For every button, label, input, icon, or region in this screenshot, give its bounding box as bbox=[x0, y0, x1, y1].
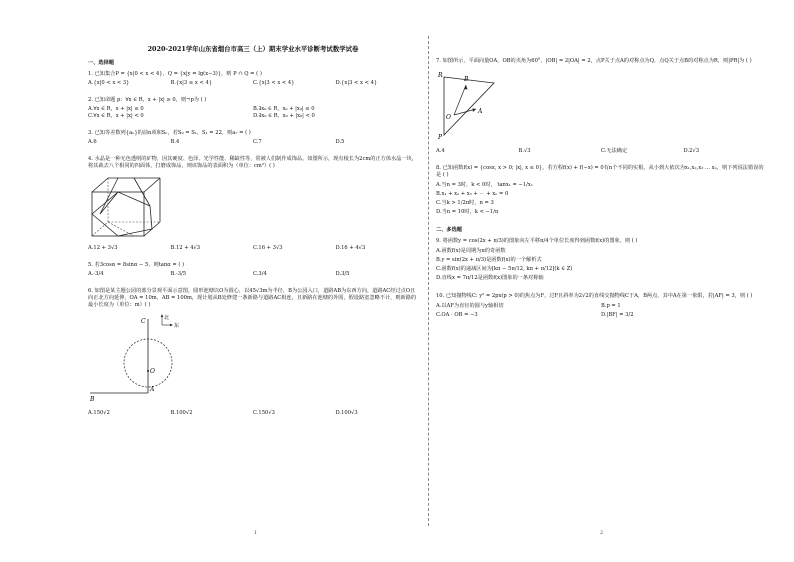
question-5-options bbox=[88, 271, 418, 278]
option: A.∀x ∈ R，x + |x| ≤ 0 bbox=[88, 106, 144, 112]
left-column bbox=[88, 58, 418, 427]
east-label: 东 bbox=[174, 323, 180, 329]
option: C.150√3 bbox=[253, 410, 275, 416]
option: B.100√2 bbox=[170, 410, 193, 416]
option: C.{x|3 < x < 4} bbox=[253, 80, 295, 86]
option: C.16 + 3√3 bbox=[253, 245, 283, 251]
column-divider bbox=[428, 36, 429, 526]
point-b-label: B bbox=[464, 76, 469, 83]
option: A.12 + 3√3 bbox=[88, 245, 118, 251]
option: A.150√2 bbox=[88, 410, 110, 416]
option: B.-3/5 bbox=[170, 271, 187, 277]
option: D.|BF| = 3/2 bbox=[601, 312, 634, 318]
option: A.6 bbox=[88, 139, 97, 145]
option: A.以AF为直径的圆与y轴相切 bbox=[436, 303, 504, 309]
park-figure-svg bbox=[88, 313, 188, 403]
exam-title: 2020-2021学年山东省烟台市高三（上）期末学业水平诊断考试数学试卷 bbox=[147, 45, 359, 53]
option: A.-3/4 bbox=[88, 271, 104, 277]
option: B.4 bbox=[170, 139, 180, 145]
north-label: 北 bbox=[164, 315, 170, 321]
option: B.p = 1 bbox=[601, 303, 621, 309]
option: D.16 + 4√3 bbox=[335, 245, 366, 251]
point-a-label: A bbox=[150, 386, 155, 393]
question-8-stem: 8. 已知函数f(x) = {cosx, x > 0; |x|, x ≤ 0}，若方程f(x) + f(−x) = 0有n个不同的实根，从小到大依次为x₁,x₂,x₃ … xₙ，则下列说法错误的是 ( ) bbox=[436, 165, 764, 178]
point-r-label: R bbox=[438, 72, 443, 79]
option: C.当k > 1/2π时，n = 3 bbox=[436, 200, 494, 206]
page-number-right: 2 bbox=[600, 530, 604, 536]
option: B.x₁ + x₂ + x₃ + ⋯ + xₙ = 0 bbox=[436, 191, 509, 197]
question-1-stem: 1. 已知集合P = {x|0 < x < 4}，Q = {x|y = lg(x−3)}，则 P ∩ Q = ( ) bbox=[88, 71, 262, 77]
question-6-stem: 6. 如图是某主题公园的部分景观平面示意图，圆形池塘以O为圆心，以45√3m为半径，B为公园入口，道路AB为东西方向，道路AC经过点O且向正北方向延伸，OA = 10m，AB = 100m，现计划从B处修建一条新路与道路AC相连，且新路在池塘的外围，假设路宽忽略不计，则新路的最小长度为（单位：m）( ) bbox=[88, 288, 417, 308]
option: C.无法确定 bbox=[601, 148, 628, 154]
question-10-stem: 10. 已知抛物线C: y² = 2px(p > 0)的焦点为F，过F且斜率为2√2的直线交抛物线C于A，B两点，其中A在第一象限，若|AF| = 3，则 ( ) bbox=[436, 293, 753, 299]
option: C.∀x ∈ R，x + |x| < 0 bbox=[88, 113, 144, 119]
option: B.{x|3 ≤ x < 4} bbox=[170, 80, 213, 86]
question-3-options bbox=[88, 139, 418, 146]
question-6-options bbox=[88, 410, 418, 417]
right-column bbox=[436, 58, 766, 330]
option: D.{x|3 < x < 4} bbox=[335, 80, 378, 86]
option: A.4 bbox=[436, 148, 445, 154]
point-c-label: C bbox=[141, 318, 146, 325]
vector-triangle-figure bbox=[436, 69, 766, 144]
question-3-stem: 3. 已知等差数列{aₙ}的前n项和Sₙ，若S₉ = S₁，S₁ = 22，则a₇ = ( ) bbox=[88, 130, 251, 136]
question-4-stem: 4. 水晶是一种无色透明的矿物，因其硬度、色泽、光学性能、稀缺性等，常被人们制作成饰品。如图所示，现有棱长为2cm的正方体水晶一块，将其裁去八个相同的四面体，打磨成饰品，则该饰品的表面积为（单位：cm²）( ) bbox=[88, 156, 417, 169]
option: B.y = sin(2x + π/3)是函数f(x)的一个解析式 bbox=[436, 257, 542, 263]
question-7-options bbox=[436, 148, 766, 155]
option: B.∃x₀ ∈ R，x₀ + |x₀| ≤ 0 bbox=[253, 106, 315, 112]
option: D.当n = 10时，k < −1/π bbox=[436, 209, 499, 215]
option: B.√3 bbox=[518, 148, 531, 154]
option: C.OA · OB = −3 bbox=[436, 312, 478, 318]
option: A.函数f(x)是周期为π的奇函数 bbox=[436, 248, 506, 254]
point-p-label: P bbox=[438, 134, 443, 141]
option: A.当n = 3时，k < 0时， tanx₁ = −1/x₁ bbox=[436, 182, 533, 188]
option: A.{x|0 < x < 3} bbox=[88, 80, 130, 86]
option: D.3/5 bbox=[335, 271, 350, 277]
option: D.直线x = 7π/12是函数f(x)图象的一条对称轴 bbox=[436, 275, 544, 281]
question-10-options bbox=[436, 302, 766, 320]
vector-figure-svg bbox=[436, 69, 506, 141]
cube-figure-svg bbox=[88, 174, 162, 238]
question-2-stem: 2. 已知命题 p：∀x ∈ R，x + |x| ≥ 0，则¬p为 ( ) bbox=[88, 97, 207, 103]
point-b-label: B bbox=[90, 396, 95, 403]
question-7-stem: 7. 如图所示，平面向量OA，OB的夹角为60°，|OB| = 2|OA| = 2，点P关于点A的对称点为Q，点Q关于点B的对称点为R，则|PR|为 ( ) bbox=[436, 58, 752, 64]
option: D.5 bbox=[335, 139, 345, 145]
option: C.3/4 bbox=[253, 271, 267, 277]
question-1-options bbox=[88, 80, 418, 87]
page-number-left: 1 bbox=[254, 530, 258, 536]
question-8-options bbox=[436, 181, 766, 217]
point-o-label: O bbox=[446, 114, 451, 121]
option: C.函数f(x)的递减区间为[kπ − 5π/12, kπ + π/12](k ∈ Z) bbox=[436, 266, 573, 272]
option: D.∃x₀ ∈ R，x₀ + |x₀| < 0 bbox=[253, 113, 315, 119]
option: C.7 bbox=[253, 139, 262, 145]
question-4-options bbox=[88, 245, 418, 252]
question-9-stem: 9. 将函数y = cos(2x + π/3)的图象向左平移π/4个单位长度得到函数f(x)的图象，则 ( ) bbox=[436, 238, 638, 244]
option: D.100√3 bbox=[335, 410, 358, 416]
park-map-figure bbox=[88, 313, 418, 406]
point-o-label: O bbox=[150, 368, 155, 375]
question-5-stem: 5. 若3cosα = 8sinα − 5，则tanα = ( ) bbox=[88, 262, 185, 268]
question-9-options bbox=[436, 247, 766, 283]
option: D.2√3 bbox=[683, 148, 700, 154]
section-heading-single-choice: 一、选择题 bbox=[88, 60, 114, 66]
point-a-label: A bbox=[478, 108, 483, 115]
option: B.12 + 4√3 bbox=[170, 245, 201, 251]
crystal-cube-figure bbox=[88, 174, 418, 241]
question-2-options bbox=[88, 106, 418, 120]
section-heading-multiple-choice: 二、多选题 bbox=[436, 227, 462, 233]
